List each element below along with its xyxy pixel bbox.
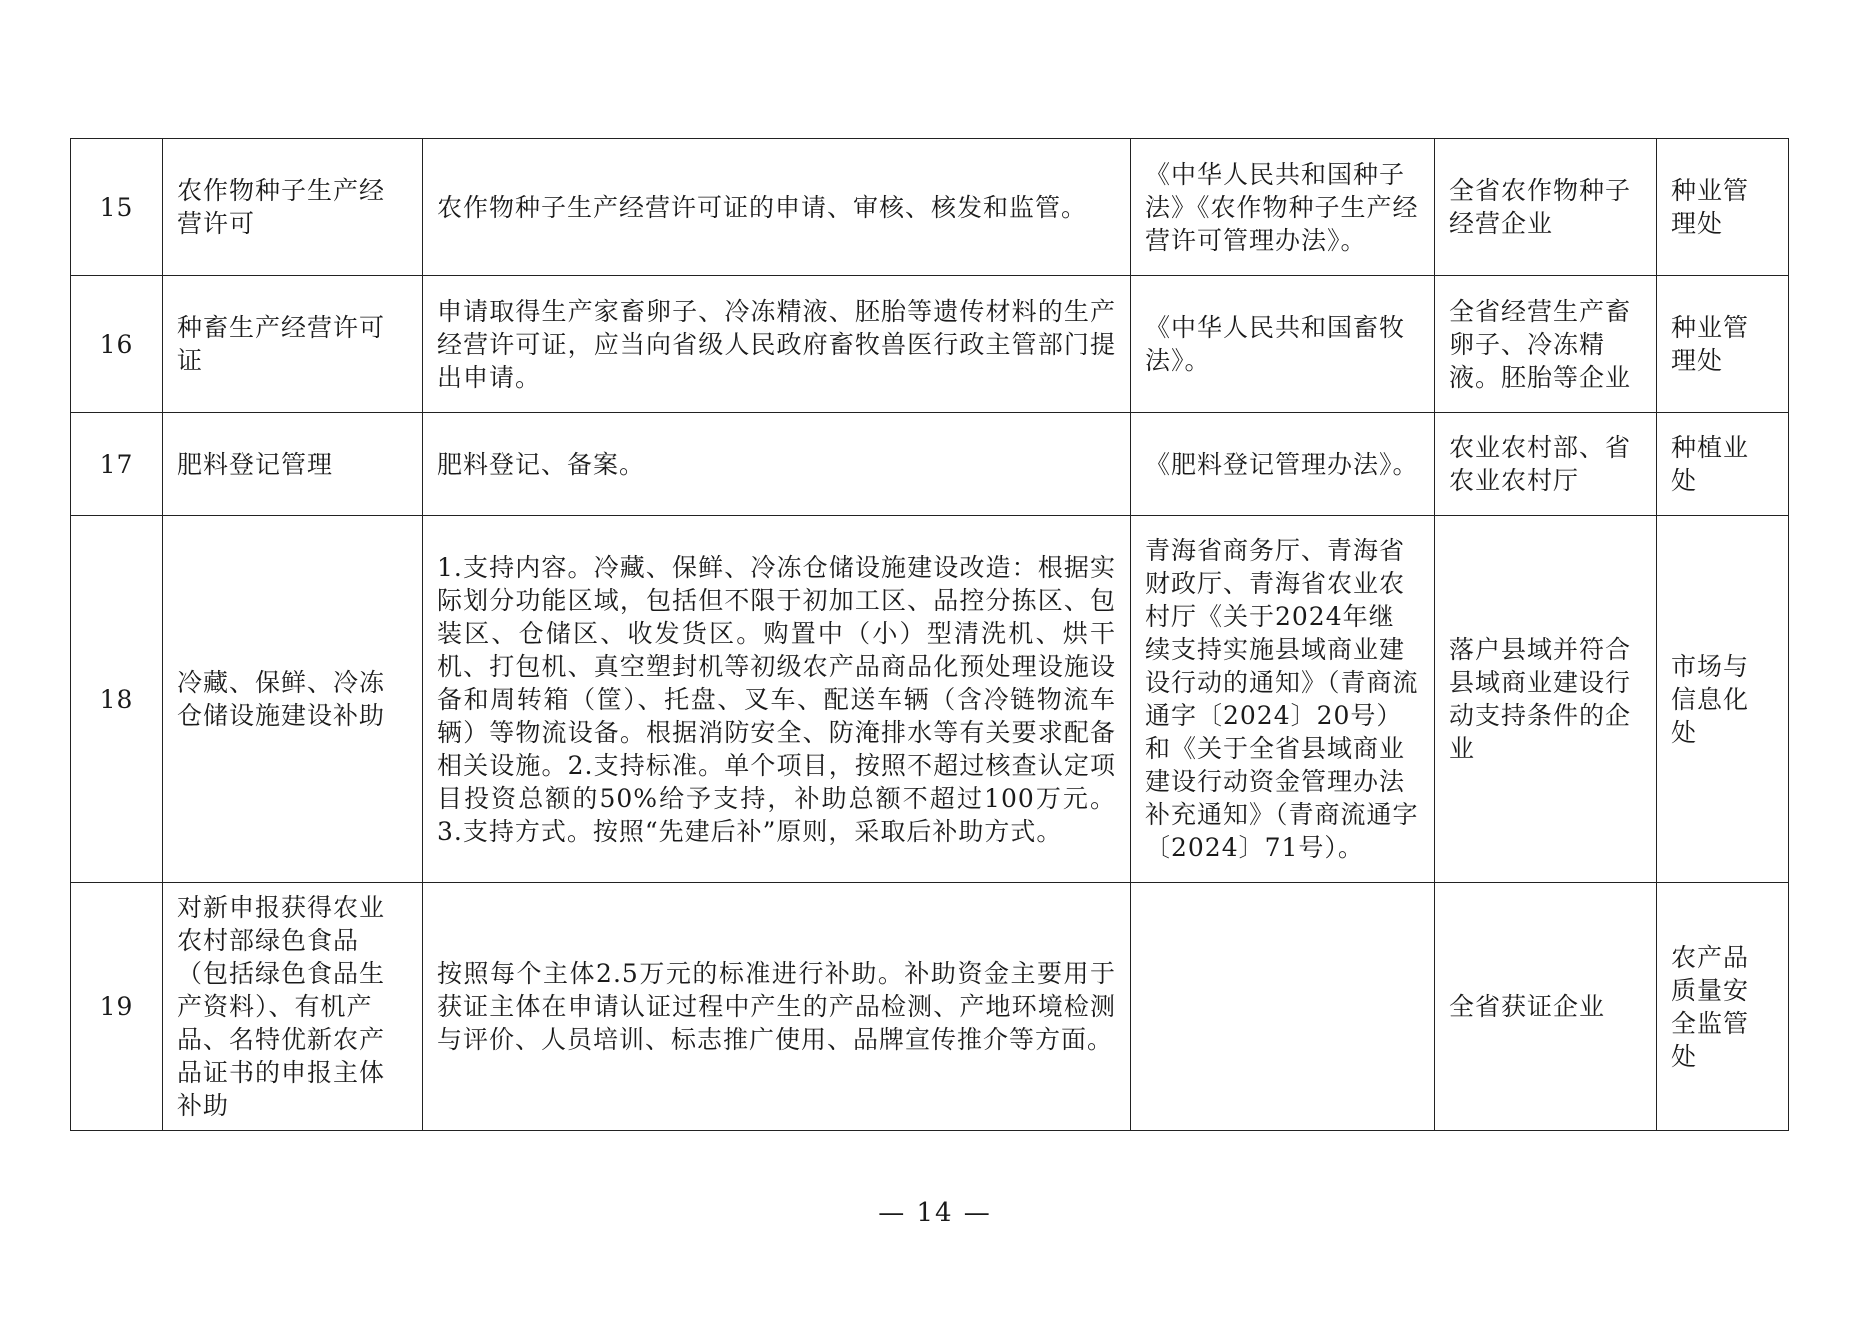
table-row xyxy=(71,413,1789,516)
policy-basis: 《中华人民共和国畜牧法》。 xyxy=(1131,276,1435,413)
target-entity: 全省获证企业 xyxy=(1435,883,1657,1131)
row-number: 16 xyxy=(71,276,163,413)
row-number: 19 xyxy=(71,883,163,1131)
policy-table xyxy=(70,138,1789,1131)
table-row xyxy=(71,883,1789,1131)
item-name: 种畜生产经营许可证 xyxy=(163,276,423,413)
item-content: 按照每个主体2.5万元的标准进行补助。补助资金主要用于获证主体在申请认证过程中产生的产品检测、产地环境检测与评价、人员培训、标志推广使用、品牌宣传推介等方面。 xyxy=(423,883,1131,1131)
item-content: 申请取得生产家畜卵子、冷冻精液、胚胎等遗传材料的生产经营许可证，应当向省级人民政府畜牧兽医行政主管部门提出申请。 xyxy=(423,276,1131,413)
item-content: 1.支持内容。冷藏、保鲜、冷冻仓储设施建设改造：根据实际划分功能区域，包括但不限于初加工区、品控分拣区、包装区、仓储区、收发货区。购置中（小）型清洗机、烘干机、打包机、真空塑封机等初级农产品商品化预处理设施设备和周转箱（筐）、托盘、叉车、配送车辆（含冷链物流车辆）等物流设备。根据消防安全、防淹排水等有关要求配备相关设施。2.支持标准。单个项目，按照不超过核查认定项目投资总额的50%给予支持，补助总额不超过100万元。3.支持方式。按照“先建后补”原则，采取后补助方式。 xyxy=(423,516,1131,883)
target-entity: 农业农村部、省农业农村厅 xyxy=(1435,413,1657,516)
policy-basis: 《中华人民共和国种子法》《农作物种子生产经营许可管理办法》。 xyxy=(1131,139,1435,276)
responsible-dept: 种业管理处 xyxy=(1657,139,1789,276)
policy-basis: 青海省商务厅、青海省财政厅、青海省农业农村厅《关于2024年继续支持实施县域商业建设行动的通知》（青商流通字〔2024〕20号）和《关于全省县域商业建设行动资金管理办法补充通知》（青商流通字〔2024〕71号）。 xyxy=(1131,516,1435,883)
target-entity: 落户县域并符合县域商业建设行动支持条件的企业 xyxy=(1435,516,1657,883)
row-number: 15 xyxy=(71,139,163,276)
row-number: 17 xyxy=(71,413,163,516)
responsible-dept: 农产品质量安全监管处 xyxy=(1657,883,1789,1131)
policy-basis xyxy=(1131,883,1435,1131)
item-name: 农作物种子生产经营许可 xyxy=(163,139,423,276)
target-entity: 全省经营生产畜卵子、冷冻精液。胚胎等企业 xyxy=(1435,276,1657,413)
responsible-dept: 种业管理处 xyxy=(1657,276,1789,413)
item-content: 肥料登记、备案。 xyxy=(423,413,1131,516)
table-row xyxy=(71,516,1789,883)
responsible-dept: 种植业处 xyxy=(1657,413,1789,516)
responsible-dept: 市场与信息化处 xyxy=(1657,516,1789,883)
table-row xyxy=(71,139,1789,276)
target-entity: 全省农作物种子经营企业 xyxy=(1435,139,1657,276)
policy-basis: 《肥料登记管理办法》。 xyxy=(1131,413,1435,516)
item-content: 农作物种子生产经营许可证的申请、审核、核发和监管。 xyxy=(423,139,1131,276)
row-number: 18 xyxy=(71,516,163,883)
item-name: 冷藏、保鲜、冷冻仓储设施建设补助 xyxy=(163,516,423,883)
table-row xyxy=(71,276,1789,413)
item-name: 肥料登记管理 xyxy=(163,413,423,516)
page-number: — 14 — xyxy=(878,1198,992,1228)
item-name: 对新申报获得农业农村部绿色食品（包括绿色食品生产资料）、有机产品、名特优新农产品证书的申报主体补助 xyxy=(163,883,423,1131)
